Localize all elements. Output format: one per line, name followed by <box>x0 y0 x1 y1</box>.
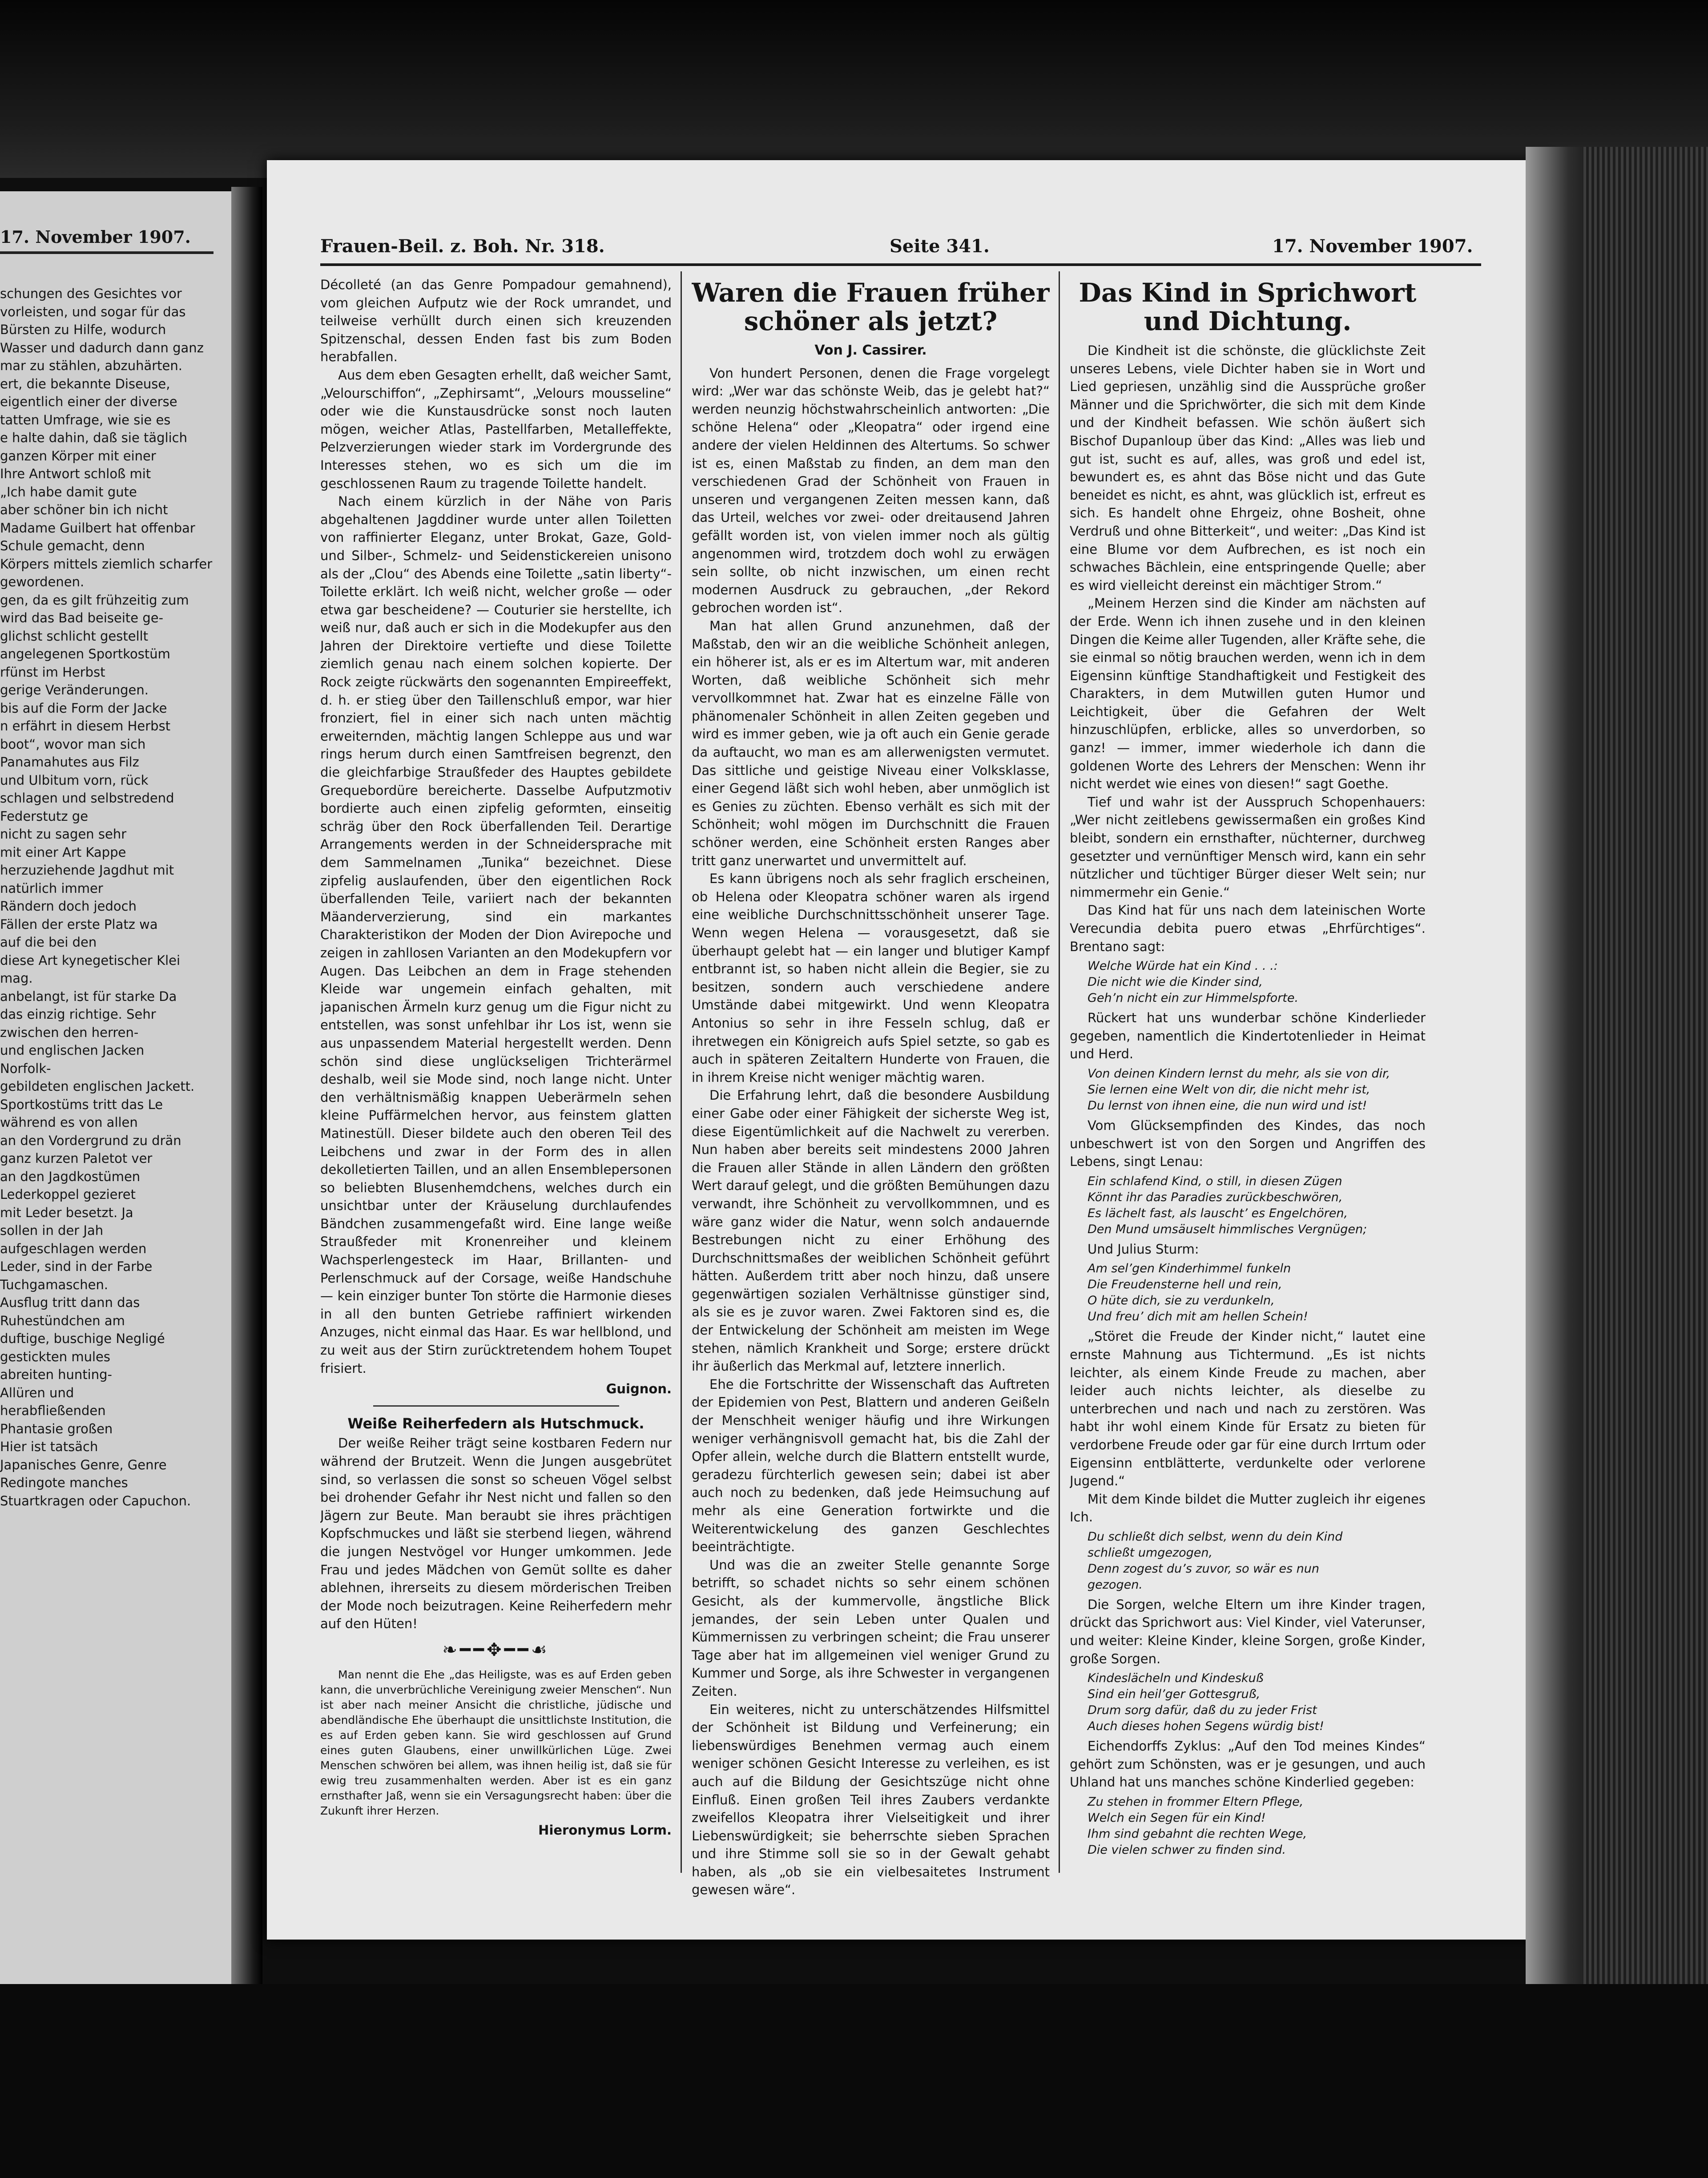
left-page-line: Redingote manches <box>0 1475 128 1490</box>
col1-paragraph: Der weiße Reiher trägt seine kostbaren Federn nur während der Brutzeit. Wenn die Jungen ausgebrütet sind, so verlassen die sonst so scheuen Vögel selbst bei drohender Gefahr ihr Nest nicht und fallen so den Jägern zur Beute. Man beraubt sie ihres prächtigen Kopfschmuckes und läßt sie sterbend liegen, während die jungen Nestvögel vor Hunger umkommen. Jede Frau und jedes Mädchen von Gemüt sollte es daher ablehnen, ihrerseits zu diesem mörderischen Treiben der Mode noch beizutragen. Keine Reiherfedern mehr auf den Hüten! <box>320 1436 672 1632</box>
poem-line: Die Freudensterne hell und rein, <box>1088 1278 1282 1292</box>
left-page-line: „Ich habe damit gute <box>0 484 137 500</box>
book-page-edges <box>1583 147 1708 2100</box>
left-page-line: und englischen Jacken <box>0 1043 145 1058</box>
poem-line: Denn zogest du’s zuvor, so wär es nun <box>1088 1561 1320 1576</box>
left-page-line: aber schöner bin ich nicht <box>0 502 168 517</box>
left-page-fragment <box>0 191 231 1988</box>
poem-lenau <box>1070 1174 1426 1238</box>
left-page-line: auf die bei den <box>0 935 97 950</box>
left-page-line: Allüren und <box>0 1385 74 1400</box>
header-date: 17. November 1907. <box>1272 236 1473 257</box>
poem-uhland <box>1070 1794 1426 1858</box>
left-page-line: Japanisches Genre, Genre <box>0 1457 167 1472</box>
column-3 <box>1070 276 1426 1922</box>
poem-line: Zu stehen in frommer Eltern Pflege, <box>1088 1795 1304 1809</box>
col2-paragraph: Es kann übrigens noch als sehr fraglich erscheinen, ob Helena oder Kleopatra schöner waren als irgend eine weibliche Durchschnittsschönheit unserer Tage. Wenn wegen Helena — vorausgesetzt, daß sie überhaupt gelebt hat — ein langer und blutiger Kampf entbrannt ist, so haben nicht allein die Begier, sie zu besitzen, sondern auch verschiedene andere Umstände dabei mitgewirkt. Und wenn Kleopatra Antonius so sehr in ihre Fesseln schlug, daß er ihretwegen ein Königreich aufs Spiel setzte, so gab es auch in späteren Zeitaltern Hunderte von Frauen, die in ihrem Kreise nicht weniger mächtig waren. <box>692 871 1050 1085</box>
left-page-line: Lederkoppel gezieret <box>0 1187 136 1202</box>
col2-paragraph: Ehe die Fortschritte der Wissenschaft das Auftreten der Epidemien von Pest, Blattern und anderen Geißeln der Menschheit weniger häufig und ihre Wirkungen weniger verhängnisvoll gemacht hat, bis die Zahl der Opfer allein, welche durch die Blattern entstellt wurde, geradezu fürchterlich gewesen sein; dabei ist aber auch noch zu bedenken, daß jede Heimsuchung auf mehr als eine Generation fortwirkte und die Weiterentwickelung des ganzen Geschlechtes beeinträchtigte. <box>692 1376 1050 1555</box>
poem-line: Könnt ihr das Paradies zurückbeschwören, <box>1088 1190 1343 1204</box>
poem-line: Den Mund umsäuselt himmlisches Vergnügen; <box>1088 1222 1367 1236</box>
section-title-reiherfedern: Weiße Reiherfedern als Hutschmuck. <box>347 1415 645 1432</box>
left-page-line: sollen in der Jah <box>0 1223 104 1238</box>
left-page-line: diese Art kynegetischer Klei <box>0 952 181 968</box>
poem-mutter <box>1070 1529 1426 1593</box>
poem-line: Ein schlafend Kind, o still, in diesen Zügen <box>1088 1174 1342 1188</box>
poem-line: Du schließt dich selbst, wenn du dein Kind <box>1088 1529 1343 1544</box>
header-publication: Frauen-Beil. z. Boh. Nr. 318. <box>320 236 605 257</box>
left-page-line: anbelangt, ist für starke Da <box>0 988 177 1004</box>
microfilm-top-margin <box>0 0 1708 178</box>
col3-paragraph: Rückert hat uns wunderbar schöne Kinderlieder gegeben, namentlich die Kindertotenlieder in Heimat und Herd. <box>1070 1010 1426 1062</box>
col2-paragraph: Ein weiteres, nicht zu unterschätzendes Hilfsmittel der Schönheit ist Bildung und Verfeinerung; ein liebenswürdiges Benehmen vermag auch einem weniger schönen Gesicht Interesse zu verleihen, es ist auch auf die Bildung der Gesichtszüge nicht ohne Einfluß. Einen großen Teil ihres Zaubers verdankte zweifellos Kleopatra ihrer Vielseitigkeit und ihrer Liebenswürdigkeit; sie beherrschte sieben Sprachen und ihre Stimme soll sie so in der Gewalt gehabt haben, als „ob sie ein vielbesaitetes Instrument gewesen wäre“. <box>692 1702 1050 1898</box>
ornament-divider: ❧━━✥━━☙ <box>442 1639 550 1660</box>
left-page-line: Körpers mittels ziemlich scharfer <box>0 556 213 572</box>
col3-paragraph: Und Julius Sturm: <box>1088 1241 1199 1257</box>
col1-paragraph: Nach einem kürzlich in der Nähe von Paris abgehaltenen Jagddiner wurde unter allen Toiletten von raffinierter Eleganz, unter Brokat, Gaze, Gold- und Silber-, Schmelz- und Seidenstickereien unisono als der „Clou“ des Abends eine Toilette „satin liberty“-Toilette erklärt. Ich weiß nicht, welcher große — oder etwa gar bescheidene? — Couturier sie herstellte, ich weiß nur, daß auch er sich in die Modekupfer aus den Jahren der Direktoire vertiefte und diese Toilette ziemlich genau nach einem solchen kopierte. Der Rock zeigte rückwärts den sogenannten Empireeffekt, d. h. er stieg über den Taillenschluß empor, war hier fronziert, fiel in einer sich nach unten mächtig erweiternden, mächtig langen Schleppe aus und war rings herum durch einen Samtfreisen begrenzt, den die gleichfarbige Straußfeder des Hauptes gebildete Grequebordüre bereicherte. Dasselbe Aufputzmotiv bordierte auch einen zipfelig geformten, einseitig schräg über den Rock überfallenden Teil. Derartige Arrangements werden in der Schneidersprache mit dem Sammelnamen „Tunika“ bezeichnet. Diese zipfelig auslaufenden, über den eigentlichen Rock überfallenden Teile, variiert nach der bekannten Mäanderverzierung, sind ein markantes Charakteristikon der Moden der Dion Avirepoche und zeigen in zahllosen Varianten an den Modekupfern vor Augen. Das Leibchen an dem in Frage stehenden Kleide war ungemein einfach gehalten, mit japanischen Ärmeln kurz genug um die Figur nicht zu entstellen, was sonst unfehlbar ihr Los ist, wenn sie aus unpassendem Material hergestellt werden. Denn schön sind diese unglückseligen Trichterärmel deshalb, weil sie Mode sind, noch lange nicht. Unter den verhältnismäßig knappen Ueberärmeln sehen kleine Puffärmelchen hervor, aus feinstem glatten Matinestüll. Dieser bildete auch den oberen Teil des Leibchens und zwar in der Form des in allen dekolletierten Taillen, und an allen Ensemblepersonen so beliebten Blusenhemdchens, welches durch ein unsichtbar unter der Kräuselung durchlaufendes Bändchen zusammengefaßt wird. Eine lange weiße Straußfeder mit Kronenreiher und kleinem Wachsperlengesteck im Haar, Brillanten- und Perlenschmuck auf der Corsage, weiße Handschuhe — kein einziger bunter Ton störte die Harmonie dieses in all den bunten Getriebe raffiniert wirkenden Anzuges, nicht einmal das Haar. Es war hellblond, und zu weit aus der Stirn zurücktretendem hohem Toupet frisiert. <box>320 494 672 1376</box>
left-page-header: 17. November 1907. <box>0 227 214 254</box>
poem-line: Die nicht wie die Kinder sind, <box>1088 975 1263 989</box>
col3-paragraph: Mit dem Kinde bildet die Mutter zugleich ihr eigenes Ich. <box>1070 1491 1426 1525</box>
left-page-line: abreiten hunting- <box>0 1367 112 1382</box>
book-gutter <box>231 187 262 2002</box>
left-page-line: Phantasie großen <box>0 1421 113 1436</box>
left-page-line: Federstutz ge <box>0 808 89 824</box>
left-page-text <box>0 285 222 1510</box>
col2-paragraph: Man hat allen Grund anzunehmen, daß der Maßstab, den wir an die weibliche Schönheit anlegen, ein höherer ist, als er es im Altertum war, mit anderen Worten, daß weibliche Schönheit sich mehr vervollkommnet hat. Zwar hat es einzelne Fälle von phänomenaler Schönheit in allen Zeiten gegeben und wird es immer geben, wie ja oft auch ein Genie gerade da auftaucht, wo man es am allerwenigsten vermutet. Das sittliche und geistige Niveau einer Volksklasse, einer Gegend läßt sich wohl heben, aber unmöglich ist es Genies zu züchten. Ebenso verhält es sich mit der Schönheit; wohl mögen im Durchschnitt die Frauen schöner werden, eine Schönheit ersten Ranges aber tritt ganz unerwartet und unvermittelt auf. <box>692 618 1050 868</box>
col3-paragraph: Das Kind hat für uns nach dem lateinischen Worte Verecundia debita puero etwas „Ehrfürchtiges“. Brentano sagt: <box>1070 903 1426 954</box>
left-page-line: eigentlich einer der diverse <box>0 394 177 409</box>
left-page-line: boot“, wovor man sich <box>0 736 146 752</box>
left-page-line: bis auf die Form der Jacke <box>0 700 167 716</box>
left-page-line: natürlich immer <box>0 880 103 896</box>
left-page-line: herabfließenden <box>0 1403 106 1418</box>
left-page-line: aufgeschlagen werden <box>0 1241 147 1256</box>
col3-paragraph: Tief und wahr ist der Ausspruch Schopenhauers: „Wer nicht zeitlebens gewissermaßen ein großes Kind bleibt, sondern ein ernsthafter, nüchterner, durchweg gesetzter und vernünftiger Mensch wird, kann ein sehr nützlicher und tüchtiger Bürger dieser Welt sein; nur nimmermehr ein Genie.“ <box>1070 794 1426 900</box>
header-rule <box>320 263 1481 266</box>
left-page-line: Madame Guilbert hat offenbar <box>0 520 195 536</box>
left-page-line: herzuziehende Jagdhut mit <box>0 863 174 878</box>
article-title-frauen: Waren die Frauen früher schöner als jetzt? <box>692 278 1050 336</box>
left-page-line: zwischen den herren- <box>0 1024 139 1040</box>
column-divider <box>681 271 682 1873</box>
col3-paragraph: Vom Glücksempfinden des Kindes, das noch unbeschwert ist von den Sorgen und Angriffen des Lebens, singt Lenau: <box>1070 1117 1426 1170</box>
left-page-line: duftige, buschige Negligé <box>0 1331 165 1346</box>
column-1 <box>320 276 672 1922</box>
poem-rueckert <box>1070 1066 1426 1114</box>
signature-guignon: Guignon. <box>606 1381 672 1397</box>
poem-brentano <box>1070 958 1426 1006</box>
left-page-line: Sportkostüms tritt das Le <box>0 1097 163 1112</box>
col1-paragraph: Décolleté (an das Genre Pompadour gemahnend), vom gleichen Aufputz wie der Rock umrandet, und teilweise verhüllt durch einen sich kreuzenden Spitzenschal, dessen Enden fast bis zum Boden herabfallen. <box>320 277 672 365</box>
left-page-line: Leder, sind in der Farbe <box>0 1259 153 1274</box>
col2-paragraph: Die Erfahrung lehrt, daß die besondere Ausbildung einer Gabe oder einer Fähigkeit der sicherste Weg ist, diese Eigentümlichkeit auf die Nachwelt zu vererben. Nun haben aber bereits seit mindestens 2000 Jahren die Frauen aller Stände in allen Ländern den größten Wert darauf gelegt, und die größten Bemühungen dazu verwandt, ihre Schönheit zu vervollkommnen, und es wäre ganz wider die Natur, wenn solch andauernde Bestrebungen nicht zu einer Erhöhung des Durchschnittsmaßes der weiblichen Schönheit geführt hätten. Außerdem tritt aber noch hinzu, daß unsere gegenwärtigen sozialen Verhältnisse günstiger sind, als sie es je zuvor waren. Zwei Faktoren sind es, die der Entwickelung der Schönheit am meisten im Wege stehen, nämlich Krankheit und Sorge; erstere drückt ihr äußerlich das Merkmal auf, letztere innerlich. <box>692 1088 1050 1374</box>
left-page-line: vorleisten, und sogar für das <box>0 304 186 319</box>
left-page-line: Rändern doch jedoch <box>0 899 137 914</box>
left-page-line: während es von allen <box>0 1115 138 1130</box>
left-page-line: angelegenen Sportkostüm <box>0 646 170 661</box>
poem-line: Von deinen Kindern lernst du mehr, als sie von dir, <box>1088 1066 1390 1081</box>
left-page-line: Fällen der erste Platz wa <box>0 916 158 932</box>
left-page-line: mit Leder besetzt. Ja <box>0 1205 133 1220</box>
left-page-line: n erfährt in diesem Herbst <box>0 718 171 734</box>
microfilm-bottom-margin <box>0 1984 1708 2178</box>
left-page-line: wird das Bad beiseite ge- <box>0 610 164 625</box>
left-page-line: schungen des Gesichtes vor <box>0 286 182 301</box>
left-page-line: gestickten mules <box>0 1349 110 1364</box>
left-page-line: an den Jagdkostümen <box>0 1169 141 1184</box>
left-page-line: das einzig richtige. Sehr <box>0 1007 156 1022</box>
poem-line: Es lächelt fast, als lauscht’ es Engelchören, <box>1088 1206 1348 1220</box>
left-page-line: Ihre Antwort schloß mit <box>0 466 151 481</box>
left-page-line: Panamahutes aus Filz <box>0 754 139 770</box>
left-page-line: Wasser und dadurch dann ganz <box>0 340 204 355</box>
left-page-line: mar zu stählen, abzuhärten. <box>0 358 182 373</box>
article-title-kind: Das Kind in Sprichwort und Dichtung. <box>1079 278 1417 336</box>
newspaper-page <box>267 160 1548 1940</box>
section-rule <box>373 1405 619 1407</box>
left-page-line: tatten Umfrage, wie sie es <box>0 412 171 428</box>
left-page-line: gen, da es gilt frühzeitig zum <box>0 592 189 608</box>
left-page-line: Stuartkragen oder Capuchon. <box>0 1493 191 1508</box>
left-page-line: rfünst im Herbst <box>0 664 105 680</box>
left-page-line: Ruhestündchen am <box>0 1313 125 1328</box>
poem-line: gezogen. <box>1088 1577 1143 1592</box>
col3-paragraph: „Meinem Herzen sind die Kinder am nächsten auf der Erde. Wenn ich ihnen zusehe und in den kleinen Dingen die Keime aller Tugenden, aller Kräfte sehe, die sie einmal so nötig brauchen werden, wenn ich in dem Eigensinn künftige Standhaftigkeit und Festigkeit des Charakters, in dem Mutwillen guten Humor und Leichtigkeit, über die Gefahren der Welt hinzuschlüpfen, erblicke, alles so unverdorben, so ganz! — immer, immer wiederhole ich dann die goldenen Worte des Lehrers der Menschen: Wenn ihr nicht werdet wie eines von diesen!“ sagt Goethe. <box>1070 596 1426 792</box>
col3-paragraph: Die Kindheit ist die schönste, die glücklichste Zeit unseres Lebens, viele Dichter haben sie in Wort und Lied gepriesen, unzählig sind die Aussprüche großer Männer und die Sprichwörter, die sich mit dem Kinde und der Kindheit befassen. Wie schön äußert sich Bischof Dupanloup über das Kind: „Alles was lieb und gut ist, sucht es auf, alles, was groß und edel ist, bewundert es, es ahnt das Böse nicht und das Gute beneidet es nicht, es ahnt, was glücklich ist, erfreut es sich. Es handelt ohne Ehrgeiz, ohne Bosheit, ohne Verdruß und ohne Bitterkeit“, und weiter: „Das Kind ist eine Blume vor dem Aufbrechen, es ist noch ein schwaches Bächlein, eine entspringende Quelle; aber es wird vielleicht dereinst ein mächtiger Strom.“ <box>1070 343 1426 593</box>
left-page-line: schlagen und selbstredend <box>0 791 174 806</box>
poem-line: schließt umgezogen, <box>1088 1545 1213 1560</box>
left-page-line: Bürsten zu Hilfe, wodurch <box>0 322 166 337</box>
column-divider <box>1059 271 1060 1873</box>
left-page-line: e halte dahin, daß sie täglich <box>0 430 188 445</box>
poem-line: Kindeslächeln und Kindeskuß <box>1088 1671 1264 1686</box>
left-page-line: mit einer Art Kappe <box>0 844 126 860</box>
col2-paragraph: Von hundert Personen, denen die Frage vorgelegt wird: „Wer war das schönste Weib, das je gelebt hat?“ werden neunzig höchstwahrscheinlich antworten: „Die schöne Helena“ oder „Kleopatra“ oder irgend eine andere der vielen Heldinnen des Altertums. So schwer ist es, einen Maßstab zu finden, an dem man den verschiedenen Grad der Schönheit von Frauen in unseren und vergangenen Zeiten messen kann, daß das Urteil, welches vor zwei- oder dreitausend Jahren gefällt worden ist, von vielen immer noch als gültig angenommen wird, trotzdem doch wohl zu erwägen sein sollte, ob nicht inzwischen, um einen recht modernen Ausdruck zu gebrauchen, „der Rekord gebrochen worden ist“. <box>692 365 1050 616</box>
poem-line: Auch dieses hohen Segens würdig bist! <box>1088 1719 1324 1734</box>
left-page-line: Tuchgamaschen. <box>0 1277 109 1292</box>
lorm-quote: Man nennt die Ehe „das Heiligste, was es auf Erden geben kann, die unverbrüchliche Vereinigung zweier Menschen“. Nun ist aber nach meiner Ansicht die christliche, jüdische und abendländische Ehe überhaupt die unsittlichste Institution, die es auf Erden geben kann. Sie wird geschlossen auf Grund eines guten Glaubens, einer unwillkürlichen Lüge. Zwei Menschen schwören bei allem, was ihnen heilig ist, daß sie für ewig treu zusammenhalten werden. Aber ist es ein ganz ernsthafter Jaß, wenn sie ein Versagungsrecht haben: über die Zukunft ihrer Herzen. <box>320 1668 672 1817</box>
poem-line: Die vielen schwer zu finden sind. <box>1088 1843 1286 1857</box>
left-page-line: ert, die bekannte Diseuse, <box>0 376 170 391</box>
left-page-line: Norfolk- <box>0 1061 51 1076</box>
left-page-line: Schule gemacht, denn <box>0 538 145 553</box>
left-page-line: nicht zu sagen sehr <box>0 827 127 842</box>
poem-line: O hüte dich, sie zu verdunkeln, <box>1088 1294 1275 1308</box>
left-page-line: gebildeten englischen Jackett. <box>0 1079 195 1094</box>
poem-sturm <box>1070 1261 1426 1325</box>
poem-line: Drum sorg dafür, daß du zu jeder Frist <box>1088 1703 1317 1718</box>
signature-lorm: Hieronymus Lorm. <box>538 1822 672 1838</box>
left-page-line: mag. <box>0 971 33 986</box>
poem-line: Und freu’ dich mit am hellen Schein! <box>1088 1310 1308 1324</box>
article-byline: Von J. Cassirer. <box>814 343 927 358</box>
left-page-line: ganz kurzen Paletot ver <box>0 1151 153 1166</box>
header-page-number: Seite 341. <box>890 236 990 257</box>
column-2 <box>692 276 1050 1922</box>
poem-line: Welch ein Segen für ein Kind! <box>1088 1811 1266 1825</box>
poem-line: Sind ein heil’ger Gottesgruß, <box>1088 1687 1261 1702</box>
poem-kindeslaecheln <box>1070 1670 1426 1734</box>
left-page-line: an den Vordergrund zu drän <box>0 1133 181 1148</box>
poem-line: Am sel’gen Kinderhimmel funkeln <box>1088 1262 1291 1276</box>
page-header <box>320 236 1473 262</box>
left-page-line: ganzen Körper mit einer <box>0 448 156 464</box>
left-page-line: gewordenen. <box>0 574 85 589</box>
left-page-line: glichst schlicht gestellt <box>0 628 149 644</box>
poem-line: Welche Würde hat ein Kind . . .: <box>1088 959 1278 973</box>
left-page-line: und Ulbitum vorn, rück <box>0 772 149 788</box>
col3-paragraph: Die Sorgen, welche Eltern um ihre Kinder tragen, drückt das Sprichwort aus: Viel Kinder, viel Vaterunser, und weiter: Kleine Kinder, kleine Sorgen, große Kinder, große Sorgen. <box>1070 1597 1426 1666</box>
col1-paragraph: Aus dem eben Gesagten erhellt, daß weicher Samt, „Velourschiffon“, „Zephirsamt“, „Velours mousseline“ oder wie die Kunstausdrücke sonst noch lauten mögen, weicher Atlas, Pastellfarben, Metalleffekte, Pelzverzierungen wieder stark im Vordergrunde des Interesses stehen, wo es sich um die im geschlossenen Raum zu tragende Toilette handelt. <box>320 367 672 491</box>
col3-paragraph: Eichendorffs Zyklus: „Auf den Tod meines Kindes“ gehört zum Schönsten, was er je gesungen, und auch Uhland hat uns manches schöne Kinderlied gegeben: <box>1070 1738 1426 1790</box>
poem-line: Ihm sind gebahnt die rechten Wege, <box>1088 1827 1307 1841</box>
poem-line: Du lernst von ihnen eine, die nun wird und ist! <box>1088 1098 1367 1113</box>
left-page-line: Hier ist tatsäch <box>0 1439 98 1454</box>
poem-line: Geh’n nicht ein zur Himmelspforte. <box>1088 991 1299 1005</box>
poem-line: Sie lernen eine Welt von dir, die nicht mehr ist, <box>1088 1082 1370 1097</box>
left-page-line: Ausflug tritt dann das <box>0 1295 140 1310</box>
col2-paragraph: Und was die an zweiter Stelle genannte Sorge betrifft, so schadet nichts so sehr einem schönen Gesicht, als der kummervolle, ängstliche Blick jemandes, der sein Leben unter Qualen und Kümmernissen zu verbringen scheint; die Frau unserer Tage aber hat im allgemeinen viel weniger Grund zu Kummer und Sorge, als ihre Schwester in vergangenen Zeiten. <box>692 1557 1050 1699</box>
col3-paragraph: „Störet die Freude der Kinder nicht,“ lautet eine ernste Mahnung aus Tichtermund. „Es ist nichts leichter, als einem Kinde Freude zu machen, aber leider auch nichts leichter, als dieselbe zu unterbrechen und nach und nach zu zerstören. Was habt ihr wohl einem Kinde für Ersatz zu bieten für verdorbene Freude oder gar für eine durch Irrtum oder Eigensinn entblätterte, verdunkelte oder verlorene Jugend.“ <box>1070 1329 1426 1489</box>
left-page-line: gerige Veränderungen. <box>0 682 149 698</box>
